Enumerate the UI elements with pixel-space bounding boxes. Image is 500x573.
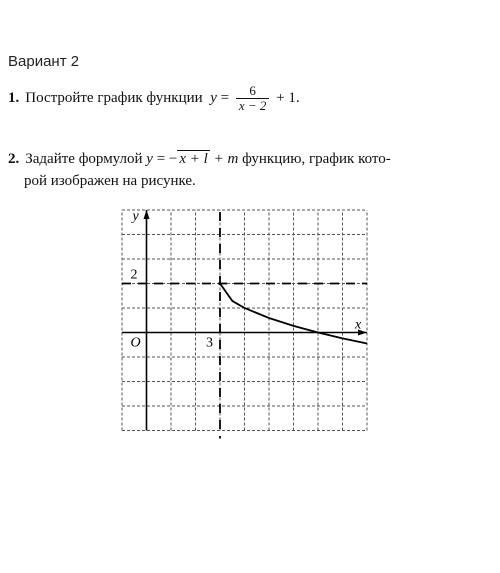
task-1-fraction — [236, 84, 270, 113]
task-1-number: 1. — [8, 89, 20, 106]
task-2-radicand: x + l — [179, 151, 208, 167]
task-1-tail: + 1. — [276, 89, 300, 106]
y-axis-label: y — [132, 209, 139, 224]
task-1-numerator: 6 — [236, 84, 270, 99]
x-axis-label: x — [355, 317, 362, 333]
task-2-text-after: функцию, график кото- — [242, 151, 391, 167]
task-2-tail-formula: + m — [213, 151, 239, 167]
y-tick-label: 2 — [130, 267, 138, 283]
origin-label: O — [130, 335, 141, 351]
task-1-eq: = — [220, 89, 230, 106]
task-1-text: Постройте график функции — [25, 89, 203, 106]
task-1-lhs: y — [210, 89, 217, 106]
task-2 — [8, 148, 391, 192]
task-1-denominator: x − 2 — [238, 98, 267, 113]
task-1 — [8, 84, 300, 113]
x-tick-label: 3 — [206, 335, 213, 351]
function-graph — [112, 205, 372, 445]
task-2-lhs: y — [146, 151, 153, 167]
task-2-line-2: рой изображен на рисунке. — [24, 173, 196, 189]
task-2-text-before: Задайте формулой — [25, 151, 143, 167]
task-2-number: 2. — [8, 151, 20, 167]
y-axis-arrow — [144, 210, 150, 219]
task-2-eq: = − — [156, 151, 178, 167]
variant-heading: Вариант 2 — [8, 53, 80, 70]
